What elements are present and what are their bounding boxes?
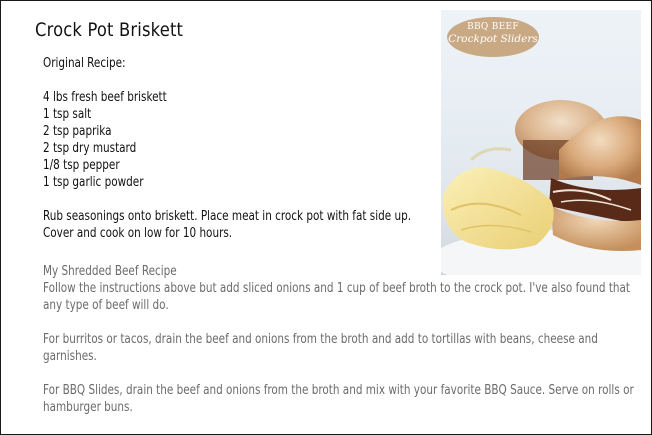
original-recipe-heading: Original Recipe: (43, 56, 126, 71)
sliders-photo (441, 10, 641, 275)
shredded-intro: Follow the instructions above but add sliced onions and 1 cup of beef broth to the crock pot. I've also found that any type of beef will do. (43, 281, 631, 313)
original-instructions: Rub seasonings onto briskett. Place meat in crock pot with fat side up. Cover and cook on low for 10 hours. (43, 209, 412, 241)
ingredient-item: 2 tsp dry mustard (43, 141, 137, 156)
badge-line-2: Crockpot Sliders (448, 33, 538, 45)
shredded-beef-section (43, 263, 641, 416)
ingredient-item: 4 lbs fresh beef briskett (43, 90, 167, 105)
ingredient-list (43, 89, 421, 191)
ingredient-item: 1 tsp salt (43, 107, 92, 122)
slider-badge (447, 17, 539, 57)
burritos-note: For burritos or tacos, drain the beef and onions from the broth and add to tortillas with beans, cheese and garnishes. (43, 332, 598, 364)
badge-line-1: BBQ BEEF (467, 22, 519, 32)
ingredient-item: 1/8 tsp pepper (43, 158, 120, 173)
original-recipe-section (43, 55, 421, 242)
recipe-title: Crock Pot Briskett (35, 19, 184, 41)
ingredient-item: 2 tsp paprika (43, 124, 112, 139)
bbq-sliders-note: For BBQ Slides, drain the beef and onions from the broth and mix with your favorite BBQ Sauce. Serve on rolls or hamburger buns. (43, 383, 634, 415)
shredded-heading: My Shredded Beef Recipe (43, 264, 177, 279)
ingredient-item: 1 tsp garlic powder (43, 175, 144, 190)
